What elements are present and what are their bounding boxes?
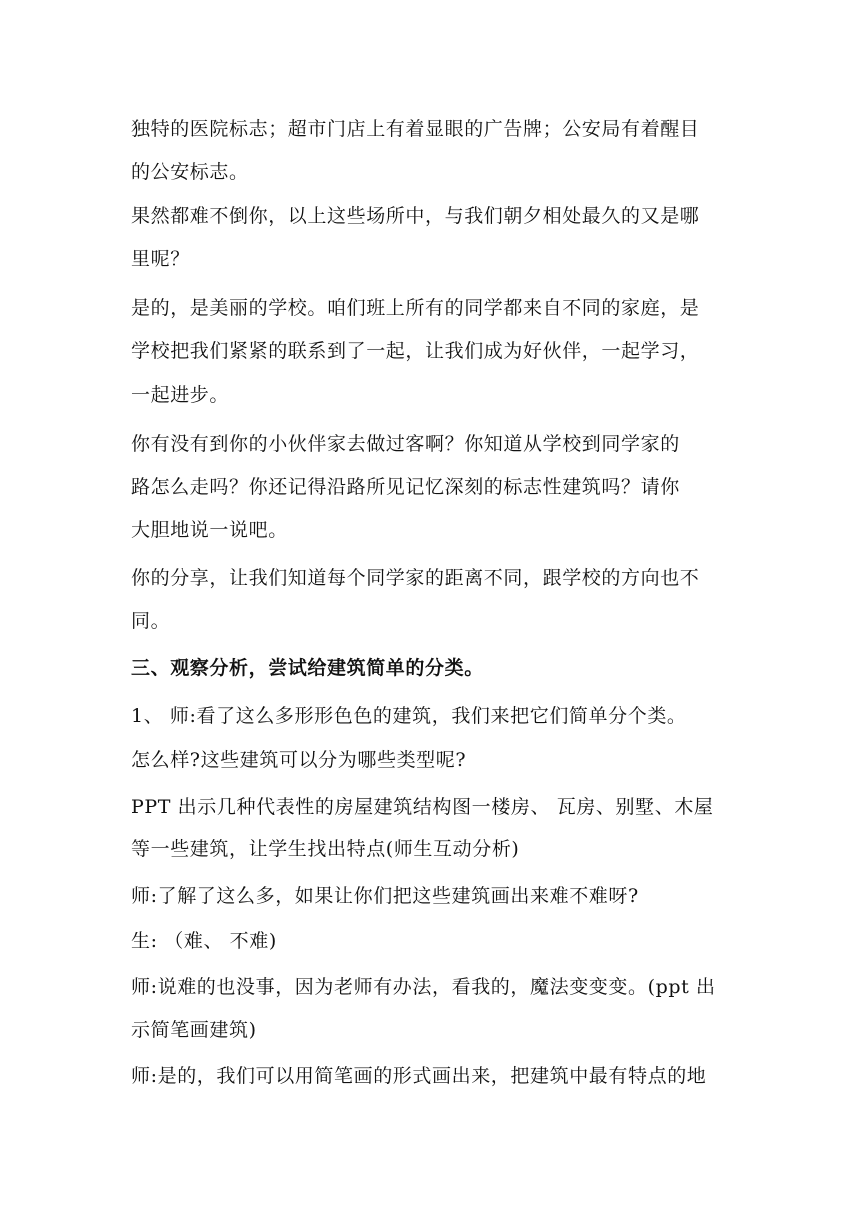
paragraph-line: 师:是的，我们可以用简笔画的形式画出来，把建筑中最有特点的地 — [131, 1065, 707, 1087]
paragraph-line: 果然都难不倒你，以上这些场所中，与我们朝夕相处最久的又是哪 — [131, 205, 700, 227]
paragraph-line: 生: （难、 不难) — [131, 930, 277, 952]
paragraph-line: 你有没有到你的小伙伴家去做过客啊？你知道从学校到同学家的 — [131, 433, 680, 455]
paragraph-line: 师:了解了这么多，如果让你们把这些建筑画出来难不难呀? — [131, 885, 639, 907]
paragraph-line: PPT 出示几种代表性的房屋建筑结构图一楼房、 瓦房、别墅、木屋 — [131, 796, 714, 818]
paragraph-line: 1、 师:看了这么多形形色色的建筑，我们来把它们简单分个类。 — [131, 705, 687, 727]
paragraph-line: 学校把我们紧紧的联系到了一起，让我们成为好伙伴，一起学习， — [131, 340, 700, 362]
paragraph-line: 示简笔画建筑) — [131, 1019, 257, 1041]
paragraph-line: 你的分享，让我们知道每个同学家的距离不同，跟学校的方向也不 — [131, 567, 700, 589]
paragraph-line: 独特的医院标志；超市门店上有着显眼的广告牌；公安局有着醒目 — [131, 118, 700, 140]
paragraph-line: 师:说难的也没事，因为老师有办法，看我的，魔法变变变。(ppt 出 — [131, 976, 716, 998]
paragraph-line: 怎么样?这些建筑可以分为哪些类型呢? — [131, 749, 467, 771]
paragraph-line: 里呢？ — [131, 248, 190, 270]
paragraph-line: 等一些建筑，让学生找出特点(师生互动分析) — [131, 838, 520, 860]
paragraph-line: 一起进步。 — [131, 384, 230, 406]
paragraph-line: 路怎么走吗？你还记得沿路所见记忆深刻的标志性建筑吗？请你 — [131, 476, 680, 498]
paragraph-line: 同。 — [131, 610, 171, 632]
paragraph-line: 的公安标志。 — [131, 161, 249, 183]
paragraph-line: 是的，是美丽的学校。咱们班上所有的同学都来自不同的家庭，是 — [131, 297, 700, 319]
section-heading: 三、观察分析，尝试给建筑简单的分类。 — [131, 657, 484, 679]
paragraph-line: 大胆地说一说吧。 — [131, 519, 288, 541]
